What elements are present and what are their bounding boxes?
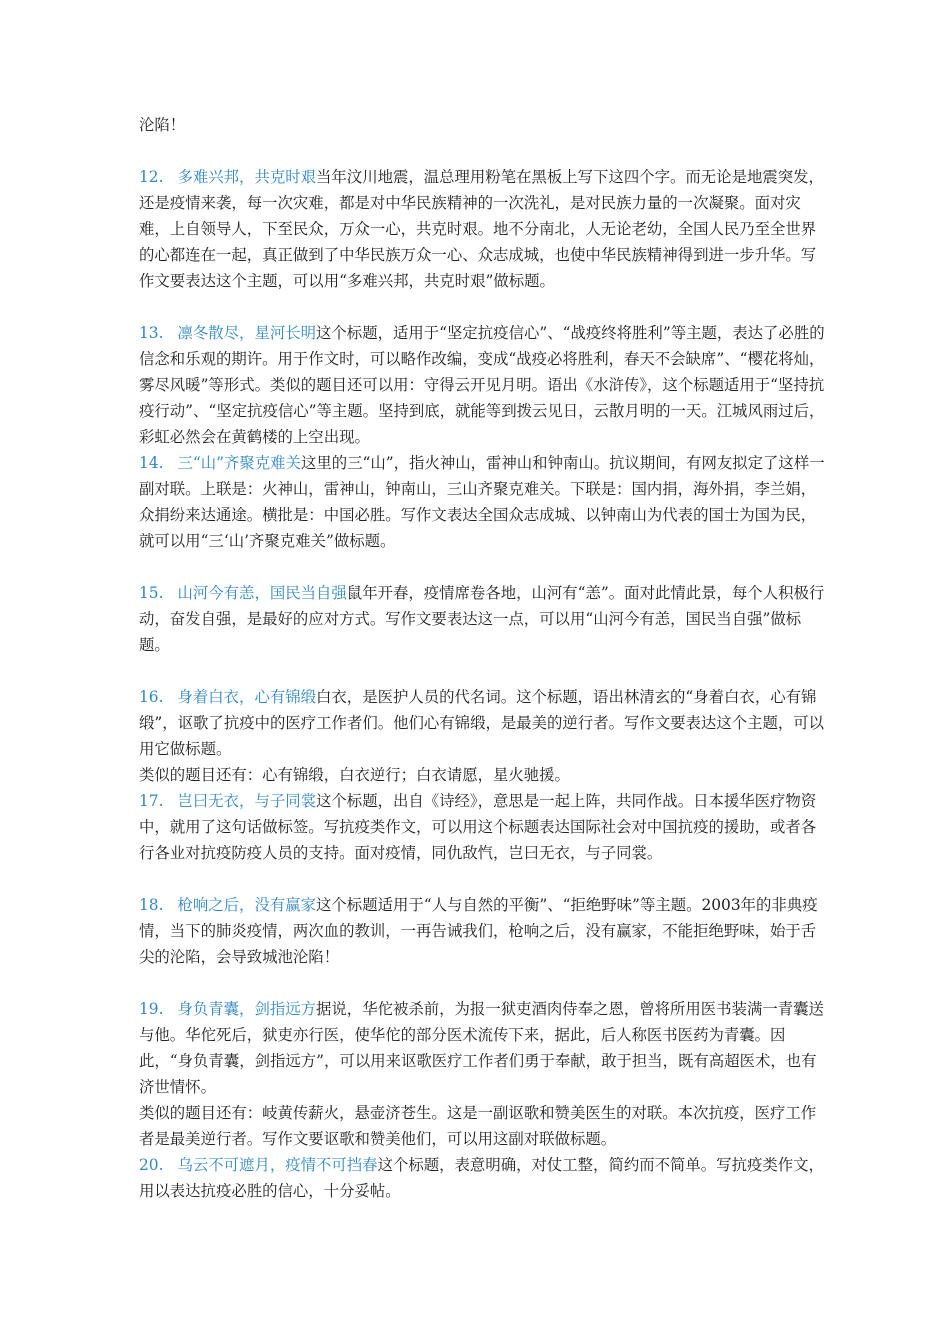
spacer (139, 294, 829, 320)
item-number: 19. (139, 1000, 164, 1018)
item-number: 20. (139, 1156, 164, 1174)
item-title: 岂曰无衣，与子同裳 (177, 792, 317, 810)
item-body: 白衣，是医护人员的代名词。这个标题，语出林清玄的“身着白衣，心有锦缎”，讴歌了抗疫中的医疗工作者们。他们心有锦缎，是最美的逆行者。写作文要表达这个主题，可以用它做标题。 (139, 688, 825, 758)
item-title: 山河今有恙，国民当自强 (177, 584, 347, 602)
item-18 (139, 892, 829, 970)
item-body: 这个标题适用于“人与自然的平衡”、“拒绝野味”等主题。2003年的非典疫情，当下的肺炎疫情，两次血的教训，一再告诫我们，枪响之后，没有赢家，不能拒绝野味，始于舌尖的沦陷，会导致城池沦陷！ (139, 896, 818, 966)
item-16 (139, 684, 829, 762)
item-body: 据说，华佗被杀前，为报一狱吏酒肉侍奉之恩，曾将所用医书装满一青囊送与他。华佗死后，狱吏亦行医，使华佗的部分医术流传下来，据此，后人称医书医药为青囊。因此，“身负青囊，剑指远方”，可以用来讴歌医疗工作者们勇于奉献，敢于担当，既有高超医术，也有济世情怀。 (139, 1000, 824, 1096)
item-20 (139, 1152, 829, 1204)
item-number: 14. (139, 454, 164, 472)
item-17 (139, 788, 829, 866)
item-16-extra: 类似的题目还有：心有锦缎，白衣逆行；白衣请愿，星火驰援。 (139, 766, 570, 784)
item-title: 枪响之后，没有赢家 (177, 896, 317, 914)
item-number: 13. (139, 324, 164, 342)
item-title: 凛冬散尽，星河长明 (177, 324, 317, 342)
item-number: 15. (139, 584, 164, 602)
item-number: 18. (139, 896, 164, 914)
document-page (139, 112, 829, 1204)
item-title: 身着白衣，心有锦缎 (177, 688, 317, 706)
item-13 (139, 320, 829, 450)
item-title: 乌云不可遮月，疫情不可挡春 (177, 1156, 378, 1174)
item-body: 鼠年开春，疫情席卷各地，山河有“恙”。面对此情此景，每个人积极行动，奋发自强，是最好的应对方式。写作文要表达这一点，可以用“山河今有恙，国民当自强”做标题。 (139, 584, 825, 654)
spacer (139, 658, 829, 684)
intro-text: 沦陷！ (139, 116, 186, 134)
item-body: 这个标题，适用于“坚定抗疫信心”、“战疫终将胜利”等主题，表达了必胜的信念和乐观的期许。用于作文时，可以略作改编，变成“战疫必将胜利，春天不会缺席”、“樱花将灿，雾尽风暖”等形式。类似的题目还可以用：守得云开见月明。语出《水浒传》，这个标题适用于“坚持抗疫行动”、“坚定抗疫信心”等主题。坚持到底，就能等到拨云见日，云散月明的一天。江城风雨过后，彩虹必然会在黄鹤楼的上空出现。 (139, 324, 825, 446)
item-number: 12. (139, 168, 164, 186)
spacer (139, 866, 829, 892)
item-number: 16. (139, 688, 164, 706)
item-12 (139, 164, 829, 294)
spacer (139, 970, 829, 996)
item-body: 这个标题，表意明确，对仗工整，简约而不简单。写抗疫类作文，用以表达抗疫必胜的信心，十分妥帖。 (139, 1156, 824, 1200)
spacer (139, 138, 829, 164)
spacer (139, 554, 829, 580)
item-19-extra: 类似的题目还有：岐黄传薪火，悬壶济苍生。这是一副讴歌和赞美医生的对联。本次抗疫，医疗工作者是最美逆行者。写作文要讴歌和赞美他们，可以用这副对联做标题。 (139, 1104, 817, 1148)
item-19 (139, 996, 829, 1100)
item-body: 当年汶川地震，温总理用粉笔在黑板上写下这四个字。而无论是地震突发，还是疫情来袭，每一次灾难，都是对中华民族精神的一次洗礼，是对民族力量的一次凝聚。面对灾难，上自领导人，下至民众，万众一心，共克时艰。地不分南北，人无论老幼，全国人民乃至全世界的心都连在一起，真正做到了中华民族万众一心、众志成城，也使中华民族精神得到进一步升华。写作文要表达这个主题，可以用“多难兴邦，共克时艰”做标题。 (139, 168, 824, 290)
item-title: 多难兴邦，共克时艰 (177, 168, 317, 186)
item-number: 17. (139, 792, 164, 810)
item-14 (139, 450, 829, 554)
item-title: 三“山”齐聚克难关 (177, 454, 301, 472)
item-body: 这个标题，出自《诗经》，意思是一起上阵，共同作战。日本援华医疗物资中，就用了这句话做标签。写抗疫类作文，可以用这个标题表达国际社会对中国抗疫的援助，或者各行各业对抗疫防疫人员的支持。面对疫情，同仇敌忾，岂曰无衣，与子同裳。 (139, 792, 817, 862)
item-15 (139, 580, 829, 658)
item-body: 这里的三“山”，指火神山，雷神山和钟南山。抗议期间，有网友拟定了这样一副对联。上联是：火神山，雷神山，钟南山，三山齐聚克难关。下联是：国内捐，海外捐，李兰娟，众捐纷来达通途。横批是：中国必胜。写作文表达全国众志成城、以钟南山为代表的国士为国为民，就可以用“三‘山’齐聚克难关”做标题。 (139, 454, 825, 550)
item-title: 身负青囊，剑指远方 (177, 1000, 317, 1018)
